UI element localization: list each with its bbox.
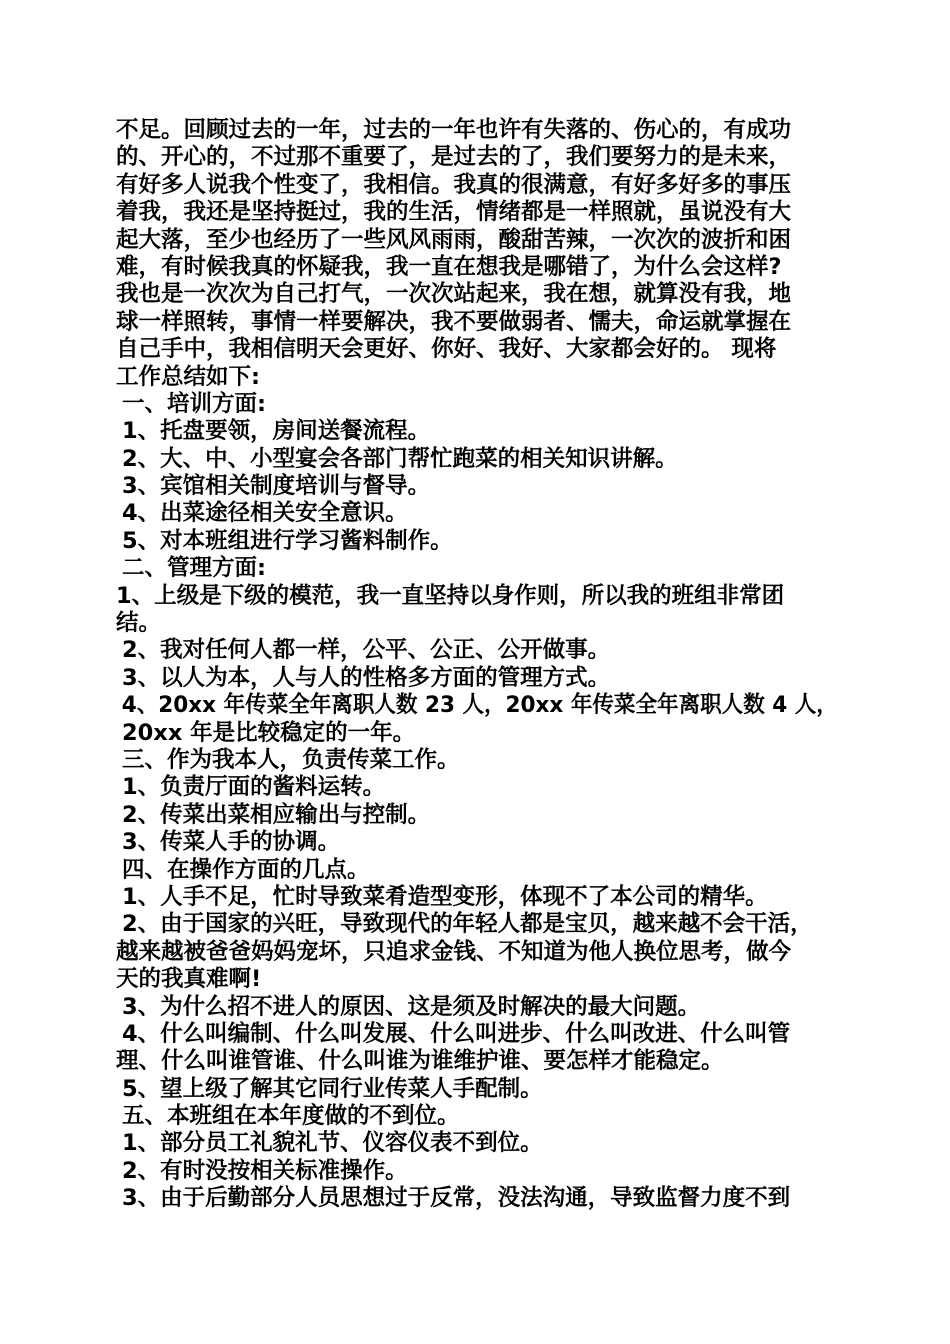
- text-line: 天的我真难啊!: [116, 966, 262, 993]
- text-line: 有好多人说我个性变了，我相信。我真的很满意，有好多好多的事压: [116, 171, 792, 198]
- text-line: 五、本班组在本年度做的不到位。: [122, 1103, 460, 1130]
- text-line: 2、大、中、小型宴会各部门帮忙跑菜的相关知识讲解。: [122, 445, 678, 472]
- text-line: 4、20xx 年传菜全年离职人数 23 人，20xx 年传菜全年离职人数 4 人，: [121, 692, 838, 719]
- text-line: 越来越被爸爸妈妈宠坏，只追求金钱、不知道为他人换位思考，做今: [116, 938, 792, 965]
- text-line: 4、出菜途径相关安全意识。: [122, 500, 408, 527]
- text-line: 3、传菜人手的协调。: [122, 829, 341, 856]
- text-line: 2、传菜出菜相应输出与控制。: [122, 801, 431, 828]
- text-line: 1、上级是下级的模范，我一直坚持以身作则，所以我的班组非常团: [116, 582, 785, 609]
- text-line: 自己手中，我相信明天会更好、你好、我好、大家都会好的。 现将: [116, 336, 777, 363]
- text-line: 理、什么叫谁管谁、什么叫谁为谁维护谁、要怎样才能稳定。: [116, 1048, 724, 1075]
- document-body: [116, 117, 838, 1213]
- text-line: 起大落，至少也经历了一些风风雨雨，酸甜苦辣，一次次的波折和困: [116, 226, 792, 253]
- text-line: 二、管理方面:: [122, 555, 266, 582]
- text-line: 一、培训方面:: [122, 390, 266, 417]
- text-line: 三、作为我本人，负责传菜工作。: [122, 746, 460, 773]
- text-line: 3、由于后勤部分人员思想过于反常，没法沟通，导致监督力度不到: [122, 1185, 791, 1212]
- text-line: 5、望上级了解其它同行业传菜人手配制。: [122, 1075, 543, 1102]
- text-line: 2、有时没按相关标准操作。: [122, 1157, 408, 1184]
- text-line: 2、由于国家的兴旺，导致现代的年轻人都是宝贝，越来越不会干活，: [122, 911, 813, 938]
- text-line: 1、人手不足，忙时导致菜肴造型变形，体现不了本公司的精华。: [122, 883, 768, 910]
- text-line: 结。: [116, 610, 162, 637]
- text-line: 20xx 年是比较稳定的一年。: [122, 719, 416, 746]
- text-line: 我也是一次次为自己打气，一次次站起来，我在想，就算没有我，地: [116, 281, 792, 308]
- text-line: 3、宾馆相关制度培训与督导。: [122, 473, 431, 500]
- text-line: 1、托盘要领，房间送餐流程。: [122, 418, 431, 445]
- text-line: 3、以人为本，人与人的性格多方面的管理方式。: [122, 664, 611, 691]
- text-line: 1、部分员工礼貌礼节、仪容仪表不到位。: [122, 1130, 543, 1157]
- text-line: 2、我对任何人都一样，公平、公正、公开做事。: [122, 637, 611, 664]
- text-line: 1、负责厅面的酱料运转。: [122, 774, 386, 801]
- text-line: 不足。回顾过去的一年，过去的一年也许有失落的、伤心的，有成功: [116, 117, 792, 143]
- text-line: 的、开心的，不过那不重要了，是过去的了，我们要努力的是未来，: [116, 144, 792, 171]
- text-line: 球一样照转，事情一样要解决，我不要做弱者、懦夫，命运就掌握在: [116, 308, 792, 335]
- text-line: 3、为什么招不进人的原因、这是须及时解决的最大问题。: [122, 993, 701, 1020]
- text-line: 4、什么叫编制、什么叫发展、什么叫进步、什么叫改进、什么叫管: [122, 1020, 791, 1047]
- text-line: 5、对本班组进行学习酱料制作。: [122, 527, 453, 554]
- text-line: 工作总结如下:: [116, 363, 260, 390]
- text-line: 着我，我还是坚持挺过，我的生活，情绪都是一样照就，虽说没有大: [116, 199, 792, 226]
- text-line: 四、在操作方面的几点。: [122, 856, 370, 883]
- text-line: 难，有时候我真的怀疑我，我一直在想我是哪错了，为什么会这样?: [116, 253, 782, 280]
